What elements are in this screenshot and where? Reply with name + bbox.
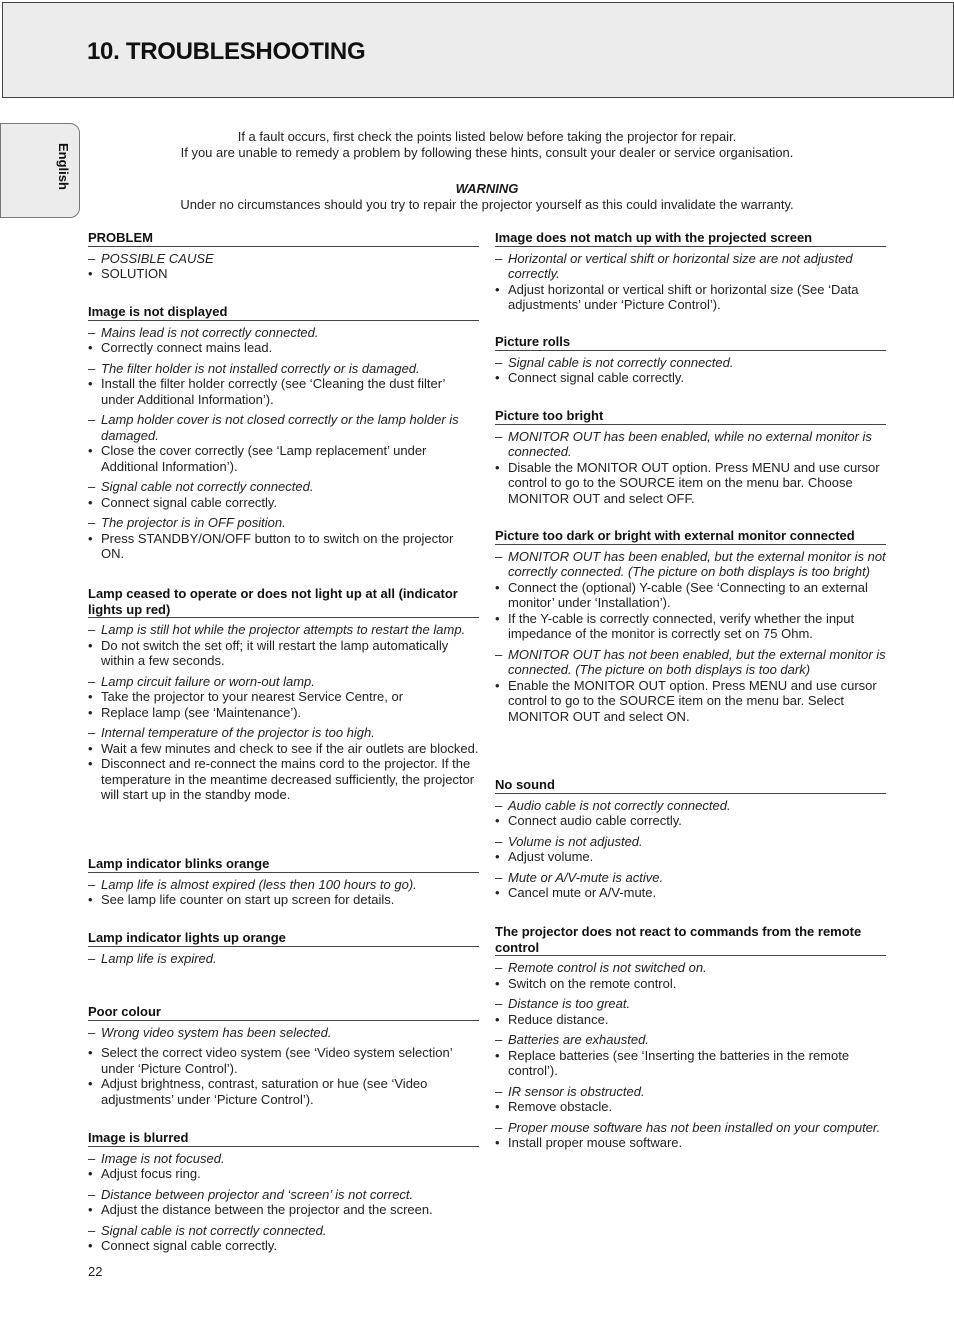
cause-solution-group xyxy=(88,622,479,669)
bullet-marker: • xyxy=(88,266,93,281)
dash-marker: – xyxy=(495,1119,503,1135)
item-text: Adjust volume. xyxy=(508,849,594,864)
possible-cause xyxy=(495,960,886,976)
solution xyxy=(88,1045,479,1076)
solution xyxy=(495,282,886,313)
dash-marker: – xyxy=(495,869,503,885)
cause-solution-group xyxy=(88,1223,479,1254)
item-text: Connect signal cable correctly. xyxy=(101,1238,278,1253)
item-text: Enable the MONITOR OUT option. Press MENU and use cursor control to go to the SOURCE item on the menu bar. Select MONITOR OUT and select ON. xyxy=(508,677,877,724)
solution xyxy=(88,689,479,705)
cause-solution-group xyxy=(88,479,479,510)
solution xyxy=(88,756,479,803)
dash-marker: – xyxy=(88,950,96,966)
section-heading: Poor colour xyxy=(88,1004,479,1021)
item-text: Install proper mouse software. xyxy=(508,1135,683,1150)
item-text: MONITOR OUT has been enabled, while no external monitor is connected. xyxy=(508,428,872,459)
solution xyxy=(495,976,886,992)
item-text: Reduce distance. xyxy=(508,1011,609,1027)
cause-solution-group xyxy=(495,1084,886,1115)
cause-solution-group xyxy=(495,1120,886,1151)
item-text: Mains lead is not correctly connected. xyxy=(101,324,319,340)
item-text: Distance is too great. xyxy=(508,996,631,1011)
section-heading: PROBLEM xyxy=(88,230,479,247)
dash-marker: – xyxy=(495,960,503,975)
solution xyxy=(88,443,479,474)
dash-marker: – xyxy=(495,354,503,370)
warning-title: WARNING xyxy=(455,181,519,196)
solution xyxy=(88,531,479,562)
bullet-marker: • xyxy=(495,370,500,385)
page-title: 10. TROUBLESHOOTING xyxy=(87,38,366,65)
item-text: Install the filter holder correctly (see ‘Cleaning the dust filter’ under Additional Information’). xyxy=(101,376,445,407)
cause-solution-group xyxy=(495,798,886,829)
item-text: Adjust focus ring. xyxy=(101,1166,201,1181)
dash-marker: – xyxy=(88,673,96,689)
item-text: Connect the (optional) Y-cable (See ‘Connecting to an external monitor’ under ‘Installation’). xyxy=(508,579,868,610)
possible-cause xyxy=(88,622,479,638)
solution xyxy=(495,849,886,865)
item-text: Close the cover correctly (see ‘Lamp replacement’ under Additional Information’). xyxy=(101,443,427,474)
item-text: Cancel mute or A/V-mute. xyxy=(508,885,657,900)
item-text: If the Y-cable is correctly connected, verify whether the input impedance of the monitor is correctly set on 75 Ohm. xyxy=(508,610,855,641)
dash-marker: – xyxy=(88,360,96,376)
solution xyxy=(495,885,886,901)
solution xyxy=(88,1076,479,1107)
item-text: Take the projector to your nearest Service Centre, or xyxy=(101,689,404,704)
bullet-marker: • xyxy=(88,892,93,907)
dash-marker: – xyxy=(88,1222,96,1238)
bullet-marker: • xyxy=(88,443,93,458)
troubleshooting-section xyxy=(88,856,479,913)
item-text: Lamp is still hot while the projector attempts to restart the lamp. xyxy=(101,622,466,637)
item-text: Remote control is not switched on. xyxy=(508,960,707,975)
cause-solution-group xyxy=(495,996,886,1027)
bullet-marker: • xyxy=(88,637,93,653)
bullet-marker: • xyxy=(495,849,500,864)
item-text: Mute or A/V-mute is active. xyxy=(508,869,664,885)
item-text: Replace batteries (see ‘Inserting the batteries in the remote control’). xyxy=(508,1047,850,1078)
cause-solution-group xyxy=(495,251,886,313)
item-text: Horizontal or vertical shift or horizontal size are not adjusted correctly. xyxy=(508,250,853,281)
solution xyxy=(88,741,479,757)
dash-marker: – xyxy=(88,1186,96,1202)
bullet-marker: • xyxy=(88,1202,93,1217)
bullet-marker: • xyxy=(88,340,93,355)
item-text: MONITOR OUT has been enabled, but the external monitor is not correctly connected. (The picture on both displays is too bright) xyxy=(508,548,886,579)
dash-marker: – xyxy=(495,1032,503,1047)
item-text: Correctly connect mains lead. xyxy=(101,340,273,355)
solution xyxy=(495,370,886,386)
section-heading: Image does not match up with the projected screen xyxy=(495,230,886,247)
bullet-marker: • xyxy=(495,1011,500,1027)
cause-solution-group xyxy=(495,834,886,865)
cause-solution-group xyxy=(88,251,479,282)
troubleshooting-section xyxy=(88,230,479,287)
section-heading: Lamp indicator blinks orange xyxy=(88,856,479,873)
cause-solution-group xyxy=(88,1045,479,1107)
dash-marker: – xyxy=(88,1024,96,1040)
item-text: Signal cable is not correctly connected. xyxy=(101,1222,327,1238)
section-heading: Picture rolls xyxy=(495,334,886,351)
troubleshooting-section xyxy=(495,408,886,511)
dash-marker: – xyxy=(495,797,503,813)
cause-solution-group xyxy=(495,647,886,725)
bullet-marker: • xyxy=(495,610,500,626)
solution xyxy=(495,460,886,507)
possible-cause xyxy=(88,725,479,741)
item-text: Proper mouse software has not been installed on your computer. xyxy=(508,1119,881,1135)
item-text: Press STANDBY/ON/OFF button to to switch on the projector ON. xyxy=(101,530,454,561)
possible-cause xyxy=(88,251,479,267)
solution xyxy=(88,892,479,908)
solution xyxy=(495,678,886,725)
bullet-marker: • xyxy=(88,704,93,720)
bullet-marker: • xyxy=(495,677,500,693)
bullet-marker: • xyxy=(495,1099,500,1114)
possible-cause xyxy=(495,1084,886,1100)
troubleshooting-section xyxy=(88,586,479,808)
item-text: Wait a few minutes and check to see if the air outlets are blocked. xyxy=(101,740,479,756)
item-text: Lamp life is expired. xyxy=(101,950,217,966)
item-text: Internal temperature of the projector is too high. xyxy=(101,725,375,740)
bullet-marker: • xyxy=(495,579,500,595)
dash-marker: – xyxy=(495,833,503,849)
dash-marker: – xyxy=(495,548,503,564)
item-text: POSSIBLE CAUSE xyxy=(101,250,214,266)
solution xyxy=(495,1048,886,1079)
section-heading: Lamp indicator lights up orange xyxy=(88,930,479,947)
bullet-marker: • xyxy=(88,1238,93,1253)
cause-solution-group xyxy=(88,1025,479,1041)
cause-solution-group xyxy=(495,429,886,507)
bullet-marker: • xyxy=(495,1047,500,1063)
section-heading: Image is not displayed xyxy=(88,304,479,321)
item-text: Select the correct video system (see ‘Video system selection’ under ‘Picture Control’). xyxy=(101,1045,453,1076)
section-heading: The projector does not react to commands from the remote control xyxy=(495,924,886,956)
possible-cause xyxy=(495,834,886,850)
bullet-marker: • xyxy=(88,1045,93,1060)
solution xyxy=(495,580,886,611)
cause-solution-group xyxy=(495,549,886,642)
bullet-marker: • xyxy=(88,376,93,391)
item-text: Distance between projector and ‘screen’ is not correct. xyxy=(101,1186,414,1202)
bullet-marker: • xyxy=(88,756,93,771)
item-text: MONITOR OUT has not been enabled, but the external monitor is connected. (The picture on both displays is too dark) xyxy=(508,646,886,677)
cause-solution-group xyxy=(495,960,886,991)
item-text: See lamp life counter on start up screen for details. xyxy=(101,892,395,907)
bullet-marker: • xyxy=(88,740,93,756)
item-text: Disable the MONITOR OUT option. Press MENU and use cursor control to go to the SOURCE item on the menu bar. Choose MONITOR OUT and select OFF. xyxy=(508,459,880,506)
bullet-marker: • xyxy=(495,975,500,991)
cause-solution-group xyxy=(88,951,479,967)
section-heading: Picture too bright xyxy=(495,408,886,425)
possible-cause xyxy=(495,1032,886,1048)
possible-cause xyxy=(495,251,886,282)
cause-solution-group xyxy=(495,870,886,901)
cause-solution-group xyxy=(88,361,479,408)
troubleshooting-section xyxy=(495,230,886,318)
possible-cause xyxy=(495,647,886,678)
item-text: Do not switch the set off; it will restart the lamp automatically within a few seconds. xyxy=(101,637,449,668)
bullet-marker: • xyxy=(495,281,500,297)
troubleshooting-section xyxy=(88,1130,479,1259)
possible-cause xyxy=(88,1025,479,1041)
solution xyxy=(495,813,886,829)
item-text: Lamp circuit failure or worn-out lamp. xyxy=(101,673,315,689)
possible-cause xyxy=(495,1120,886,1136)
possible-cause xyxy=(88,479,479,495)
intro-text xyxy=(87,129,887,160)
possible-cause xyxy=(88,877,479,893)
solution xyxy=(88,705,479,721)
dash-marker: – xyxy=(88,250,96,266)
item-text: Image is not focused. xyxy=(101,1150,225,1166)
possible-cause xyxy=(88,325,479,341)
item-text: Volume is not adjusted. xyxy=(508,833,643,849)
possible-cause xyxy=(88,1151,479,1167)
item-text: SOLUTION xyxy=(101,266,168,281)
dash-marker: – xyxy=(88,725,96,740)
possible-cause xyxy=(495,429,886,460)
possible-cause xyxy=(495,996,886,1012)
cause-solution-group xyxy=(495,1032,886,1079)
cause-solution-group xyxy=(88,877,479,908)
warning-text: Under no circumstances should you try to repair the projector yourself as this could invalidate the warranty. xyxy=(180,197,794,212)
item-text: Batteries are exhausted. xyxy=(508,1032,649,1047)
solution xyxy=(88,495,479,511)
solution xyxy=(495,1135,886,1151)
section-heading: Picture too dark or bright with external monitor connected xyxy=(495,528,886,545)
page-number: 22 xyxy=(88,1264,103,1279)
cause-solution-group xyxy=(88,674,479,721)
troubleshooting-section xyxy=(88,930,479,971)
solution xyxy=(495,1099,886,1115)
troubleshooting-section xyxy=(495,528,886,729)
item-text: Wrong video system has been selected. xyxy=(101,1024,332,1040)
item-text: Remove obstacle. xyxy=(508,1099,613,1114)
solution xyxy=(495,611,886,642)
solution xyxy=(88,638,479,669)
language-label: English xyxy=(56,143,71,190)
item-text: Connect signal cable correctly. xyxy=(101,494,278,510)
cause-solution-group xyxy=(88,725,479,803)
dash-marker: – xyxy=(88,876,96,892)
bullet-marker: • xyxy=(495,885,500,900)
possible-cause xyxy=(88,1187,479,1203)
cause-solution-group xyxy=(88,1187,479,1218)
solution xyxy=(495,1012,886,1028)
bullet-marker: • xyxy=(88,494,93,510)
item-text: Adjust horizontal or vertical shift or horizontal size (See ‘Data adjustments’ under ‘Picture Control’). xyxy=(508,281,859,312)
bullet-marker: • xyxy=(495,1135,500,1150)
section-heading: Lamp ceased to operate or does not light up at all (indicator lights up red) xyxy=(88,586,479,618)
solution xyxy=(88,376,479,407)
troubleshooting-section xyxy=(88,304,479,567)
bullet-marker: • xyxy=(88,689,93,704)
dash-marker: – xyxy=(88,324,96,340)
dash-marker: – xyxy=(495,250,503,266)
bullet-marker: • xyxy=(88,530,93,546)
section-heading: Image is blurred xyxy=(88,1130,479,1147)
item-text: Adjust the distance between the projector and the screen. xyxy=(101,1202,433,1217)
cause-solution-group xyxy=(88,325,479,356)
possible-cause xyxy=(495,798,886,814)
item-text: Audio cable is not correctly connected. xyxy=(508,797,731,813)
bullet-marker: • xyxy=(495,813,500,828)
item-text: The projector is in OFF position. xyxy=(101,515,286,530)
bullet-marker: • xyxy=(88,1076,93,1091)
troubleshooting-section xyxy=(88,1004,479,1112)
item-text: Adjust brightness, contrast, saturation or hue (see ‘Video adjustments’ under ‘Picture Control’). xyxy=(101,1076,428,1107)
cause-solution-group xyxy=(88,515,479,562)
dash-marker: – xyxy=(495,996,503,1011)
item-text: Signal cable not correctly connected. xyxy=(101,479,314,494)
solution xyxy=(88,1202,479,1218)
item-text: Connect signal cable correctly. xyxy=(508,370,685,385)
possible-cause xyxy=(88,412,479,443)
possible-cause xyxy=(88,361,479,377)
section-heading: No sound xyxy=(495,777,886,794)
dash-marker: – xyxy=(88,622,96,637)
intro-line-1: If a fault occurs, first check the points listed below before taking the projector for repair. xyxy=(237,129,737,144)
item-text: The filter holder is not installed correctly or is damaged. xyxy=(101,360,420,376)
dash-marker: – xyxy=(495,428,503,444)
dash-marker: – xyxy=(495,646,503,662)
dash-marker: – xyxy=(495,1083,503,1099)
solution xyxy=(88,340,479,356)
item-text: IR sensor is obstructed. xyxy=(508,1083,645,1099)
possible-cause xyxy=(88,515,479,531)
item-text: Connect audio cable correctly. xyxy=(508,813,682,828)
possible-cause xyxy=(495,549,886,580)
possible-cause xyxy=(88,951,479,967)
item-text: Disconnect and re-connect the mains cord to the projector. If the temperature in the meantime decreased sufficiently, the projector will start up in the standby mode. xyxy=(101,756,475,802)
item-text: Signal cable is not correctly connected. xyxy=(508,354,734,370)
troubleshooting-section xyxy=(495,924,886,1156)
bullet-marker: • xyxy=(495,459,500,475)
cause-solution-group xyxy=(88,1151,479,1182)
solution xyxy=(88,1166,479,1182)
item-text: Replace lamp (see ‘Maintenance’). xyxy=(101,704,302,720)
item-text: Lamp holder cover is not closed correctly or the lamp holder is damaged. xyxy=(101,412,459,443)
dash-marker: – xyxy=(88,515,96,530)
cause-solution-group xyxy=(88,412,479,474)
item-text: Switch on the remote control. xyxy=(508,975,677,991)
possible-cause xyxy=(495,355,886,371)
intro-line-2: If you are unable to remedy a problem by following these hints, consult your dealer or service organisation. xyxy=(180,144,794,160)
dash-marker: – xyxy=(88,412,96,427)
bullet-marker: • xyxy=(88,1166,93,1181)
cause-solution-group xyxy=(495,355,886,386)
possible-cause xyxy=(495,870,886,886)
solution xyxy=(88,1238,479,1254)
dash-marker: – xyxy=(88,479,96,494)
troubleshooting-section xyxy=(495,777,886,906)
solution xyxy=(88,266,479,282)
item-text: Lamp life is almost expired (less then 100 hours to go). xyxy=(101,876,417,892)
troubleshooting-section xyxy=(495,334,886,391)
possible-cause xyxy=(88,674,479,690)
possible-cause xyxy=(88,1223,479,1239)
dash-marker: – xyxy=(88,1150,96,1166)
